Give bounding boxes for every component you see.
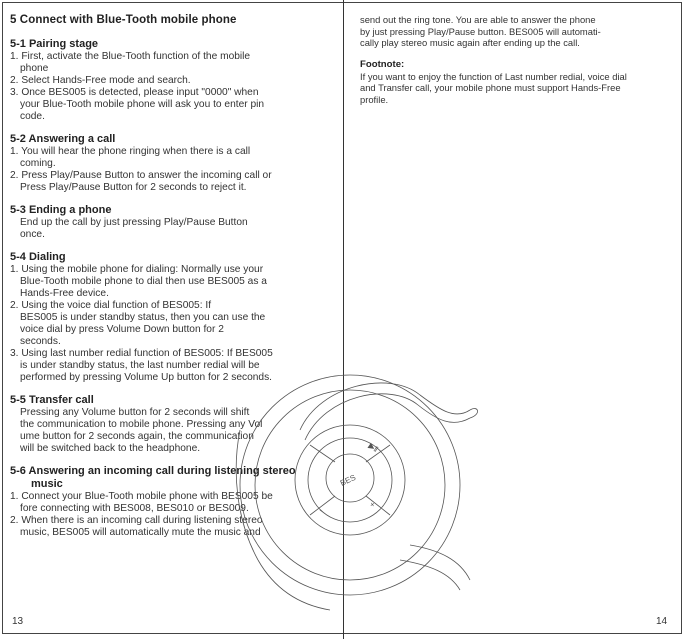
body-line: 2. Press Play/Pause Button to answer the incoming call or: [10, 170, 272, 181]
footnote-text: [360, 71, 670, 106]
section-heading: 5-2 Answering a call: [10, 133, 116, 145]
logo: BES: [338, 472, 358, 488]
body-line: 3. Using last number redial function of BES005: If BES005: [10, 348, 273, 359]
body-line: 2. When there is an incoming call during listening stereo: [10, 515, 263, 526]
body-line: Hands-Free device.: [20, 288, 109, 299]
body-line: Press Play/Pause Button for 2 seconds to reject it.: [20, 182, 247, 193]
body-line: once.: [20, 229, 45, 240]
section: [10, 251, 328, 384]
body-line: music, BES005 will automatically mute the music and: [20, 527, 261, 538]
footnote-line: profile.: [360, 93, 389, 105]
body-line: is under standby status, the last number redial will be: [20, 360, 260, 371]
body-line: fore connecting with BES008, BES010 or BES009.: [20, 503, 249, 514]
body-line: 2. Using the voice dial function of BES005: If: [10, 300, 212, 311]
volume-down-icon: −: [316, 506, 326, 517]
body-line: 1. Connect your Blue-Tooth mobile phone with BES005 be: [10, 491, 273, 502]
section: [10, 394, 328, 455]
body-line: ume button for 2 seconds again, the communication: [20, 431, 254, 442]
section: [10, 204, 328, 241]
section: [10, 465, 328, 539]
body-line: code.: [20, 111, 45, 122]
body-line: 1. First, activate the Blue-Tooth function of the mobile: [10, 51, 251, 62]
footnote-line: If you want to enjoy the function of Last number redial, voice dial: [360, 70, 627, 82]
body-line: 1. You will hear the phone ringing when there is a call: [10, 146, 251, 157]
body-line: cally play stereo music again after ending up the call.: [360, 37, 580, 48]
body-line: phone: [20, 63, 49, 74]
body-line: seconds.: [20, 336, 61, 347]
body-line: BES005 is under standby status, then you can use the: [20, 312, 266, 323]
section: [10, 133, 328, 194]
body-line: 1. Using the mobile phone for dialing: Normally use your: [10, 264, 264, 275]
body-line: Blue-Tooth mobile phone to dial then use BES005 as a: [20, 276, 267, 287]
play-pause-icon: ▶‖: [366, 441, 380, 455]
body-line: 3. Once BES005 is detected, please input "0000" when: [10, 87, 259, 98]
body-line: 2. Select Hands-Free mode and search.: [10, 75, 191, 86]
section-heading-continued: music: [31, 478, 63, 490]
body-line: will be switched back to the headphone.: [20, 443, 201, 454]
body-line: the communication to mobile phone. Pressing any Vol: [20, 419, 263, 430]
sections-container: [10, 38, 328, 539]
right-page: [360, 14, 670, 105]
body-line: coming.: [20, 158, 56, 169]
body-line: performed by pressing Volume Up button for 2 seconds.: [20, 372, 272, 383]
section-heading: 5-6 Answering an incoming call during listening stereo: [10, 465, 296, 477]
footnote-title: Footnote:: [360, 58, 405, 70]
page-number-left: 13: [12, 616, 24, 627]
section-heading: 5-4 Dialing: [10, 251, 66, 263]
page-divider: [343, 0, 344, 639]
body-line: by just pressing Play/Pause button. BES005 will automati-: [360, 25, 601, 37]
continued-text: [360, 14, 670, 49]
body-line: Pressing any Volume button for 2 seconds will shift: [20, 407, 250, 418]
section: [10, 38, 328, 123]
section-heading: 5-5 Transfer call: [10, 394, 94, 406]
chapter-title: 5 Connect with Blue-Tooth mobile phone: [10, 14, 237, 26]
body-line: End up the call by just pressing Play/Pause Button: [20, 217, 248, 228]
volume-up-icon: +: [367, 499, 377, 510]
footnote-line: and Transfer call, your mobile phone must support Hands-Free: [360, 82, 621, 93]
body-line: your Blue-Tooth mobile phone will ask you to enter pin: [20, 99, 265, 110]
section-heading: 5-3 Ending a phone: [10, 204, 112, 216]
body-line: send out the ring tone. You are able to answer the phone: [360, 14, 596, 25]
page-number-right: 14: [656, 616, 668, 627]
section-heading: 5-1 Pairing stage: [10, 38, 99, 50]
left-page: [10, 14, 328, 549]
body-line: voice dial by press Volume Down button for 2: [20, 324, 224, 335]
